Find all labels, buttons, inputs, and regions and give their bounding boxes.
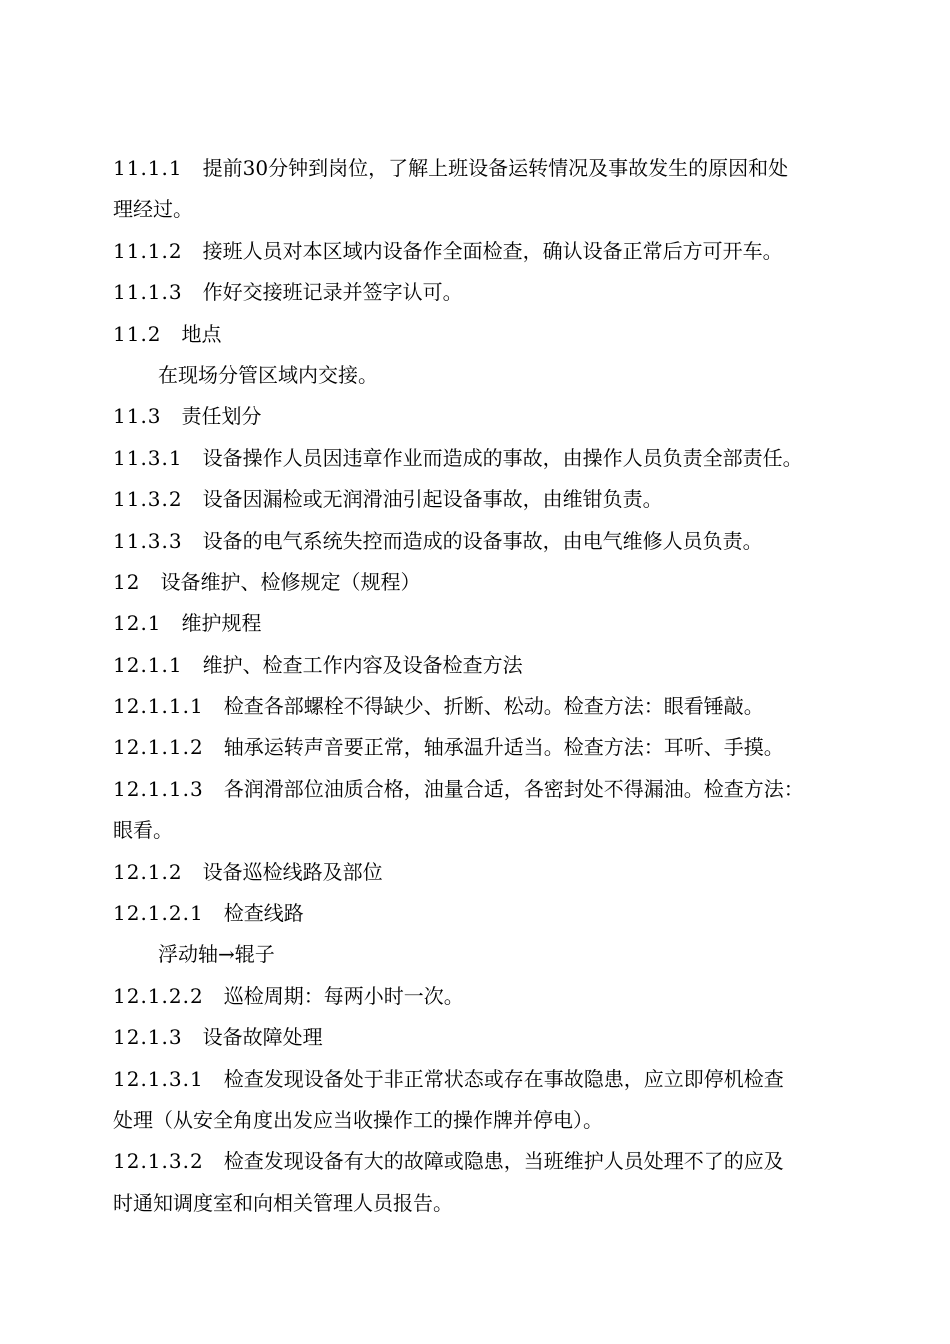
- clause-text: 理经过。: [113, 197, 193, 222]
- clause-number: 12.1.1.1: [113, 694, 204, 719]
- text-line: [113, 148, 873, 189]
- clause-number: 11.3.3: [113, 528, 183, 553]
- text-line: [113, 479, 873, 520]
- subsection-heading: [113, 645, 873, 686]
- clause-text: 检查线路: [223, 901, 304, 926]
- clause-number: 11.1.2: [113, 238, 183, 263]
- clause-number: 12.1.2.1: [113, 901, 204, 926]
- clause-text: 各润滑部位油质合格，油量合适，各密封处不得漏油。检查方法：: [223, 776, 804, 801]
- text-line: [113, 769, 873, 810]
- clause-number: 12.1.2.2: [113, 983, 204, 1008]
- text-line: [113, 272, 873, 313]
- text-line: [113, 686, 873, 727]
- clause-text: 设备操作人员因违章作业而造成的事故，由操作人员负责全部责任。: [202, 445, 803, 470]
- text-line: [113, 521, 873, 562]
- text-line: [113, 1141, 873, 1182]
- clause-text: 设备因漏检或无润滑油引起设备事故，由维钳负责。: [202, 487, 663, 512]
- section-heading: [113, 314, 873, 355]
- clause-number: 11.3.2: [113, 487, 183, 512]
- clause-text: 作好交接班记录并签字认可。: [202, 280, 463, 305]
- clause-number: 12.1.1.2: [113, 735, 204, 760]
- clause-text: 处理（从安全角度出发应当收操作工的操作牌并停电）。: [113, 1107, 603, 1132]
- clause-text: 检查各部螺栓不得缺少、折断、松动。检查方法：眼看锤敲。: [223, 694, 764, 719]
- subsection-heading: [113, 852, 873, 893]
- clause-text: 提前30分钟到岗位，了解上班设备运转情况及事故发生的原因和处: [202, 156, 789, 180]
- subsection-heading: [113, 1017, 873, 1058]
- section-title: 责任划分: [181, 404, 262, 429]
- clause-text: 设备的电气系统失控而造成的设备事故，由电气维修人员负责。: [202, 528, 763, 553]
- subsection-title: 维护、检查工作内容及设备检查方法: [202, 652, 523, 677]
- text-line: [113, 438, 873, 479]
- paragraph-text: 在现场分管区域内交接。: [158, 362, 378, 387]
- text-line-continuation: [113, 810, 873, 851]
- subsection-title: 设备故障处理: [202, 1025, 323, 1050]
- clause-text: 检查发现设备有大的故障或隐患，当班维护人员处理不了的应及: [223, 1149, 784, 1174]
- text-line-continuation: [113, 189, 873, 230]
- clause-number: 12.1.3.1: [113, 1066, 204, 1091]
- chapter-number: 12: [113, 569, 141, 594]
- clause-text: 轴承运转声音要正常，轴承温升适当。检查方法：耳听、手摸。: [223, 735, 784, 760]
- paragraph-text: 浮动轴→辊子: [158, 942, 275, 967]
- clause-text: 时通知调度室和向相关管理人员报告。: [113, 1190, 453, 1215]
- section-number: 11.3: [113, 404, 162, 429]
- subsection-number: 12.1.3: [113, 1025, 183, 1050]
- subsection-number: 12.1.1: [113, 652, 183, 677]
- indented-paragraph: [113, 355, 873, 396]
- section-title: 维护规程: [181, 611, 262, 636]
- clause-text: 检查发现设备处于非正常状态或存在事故隐患，应立即停机检查: [223, 1066, 784, 1091]
- document-body: [113, 148, 873, 1224]
- text-line-continuation: [113, 1183, 873, 1224]
- chapter-heading: [113, 562, 873, 603]
- text-line: [113, 976, 873, 1017]
- clause-text: 接班人员对本区域内设备作全面检查，确认设备正常后方可开车。: [202, 238, 783, 263]
- section-heading: [113, 603, 873, 644]
- clause-number: 11.1.1: [113, 156, 183, 180]
- clause-number: 12.1.1.3: [113, 776, 204, 801]
- clause-number: 11.1.3: [113, 280, 183, 305]
- text-line: [113, 1059, 873, 1100]
- text-line-continuation: [113, 1100, 873, 1141]
- clause-number: 11.3.1: [113, 445, 183, 470]
- section-number: 12.1: [113, 611, 162, 636]
- section-title: 地点: [181, 321, 222, 346]
- clause-text: 巡检周期：每两小时一次。: [223, 983, 464, 1008]
- clause-text: 眼看。: [113, 818, 173, 843]
- subsection-title: 设备巡检线路及部位: [202, 859, 383, 884]
- indented-paragraph: [113, 934, 873, 975]
- text-line: [113, 231, 873, 272]
- section-number: 11.2: [113, 321, 162, 346]
- section-heading: [113, 396, 873, 437]
- subsection-number: 12.1.2: [113, 859, 183, 884]
- clause-number: 12.1.3.2: [113, 1149, 204, 1174]
- text-line: [113, 893, 873, 934]
- text-line: [113, 727, 873, 768]
- chapter-title: 设备维护、检修规定（规程）: [160, 569, 421, 594]
